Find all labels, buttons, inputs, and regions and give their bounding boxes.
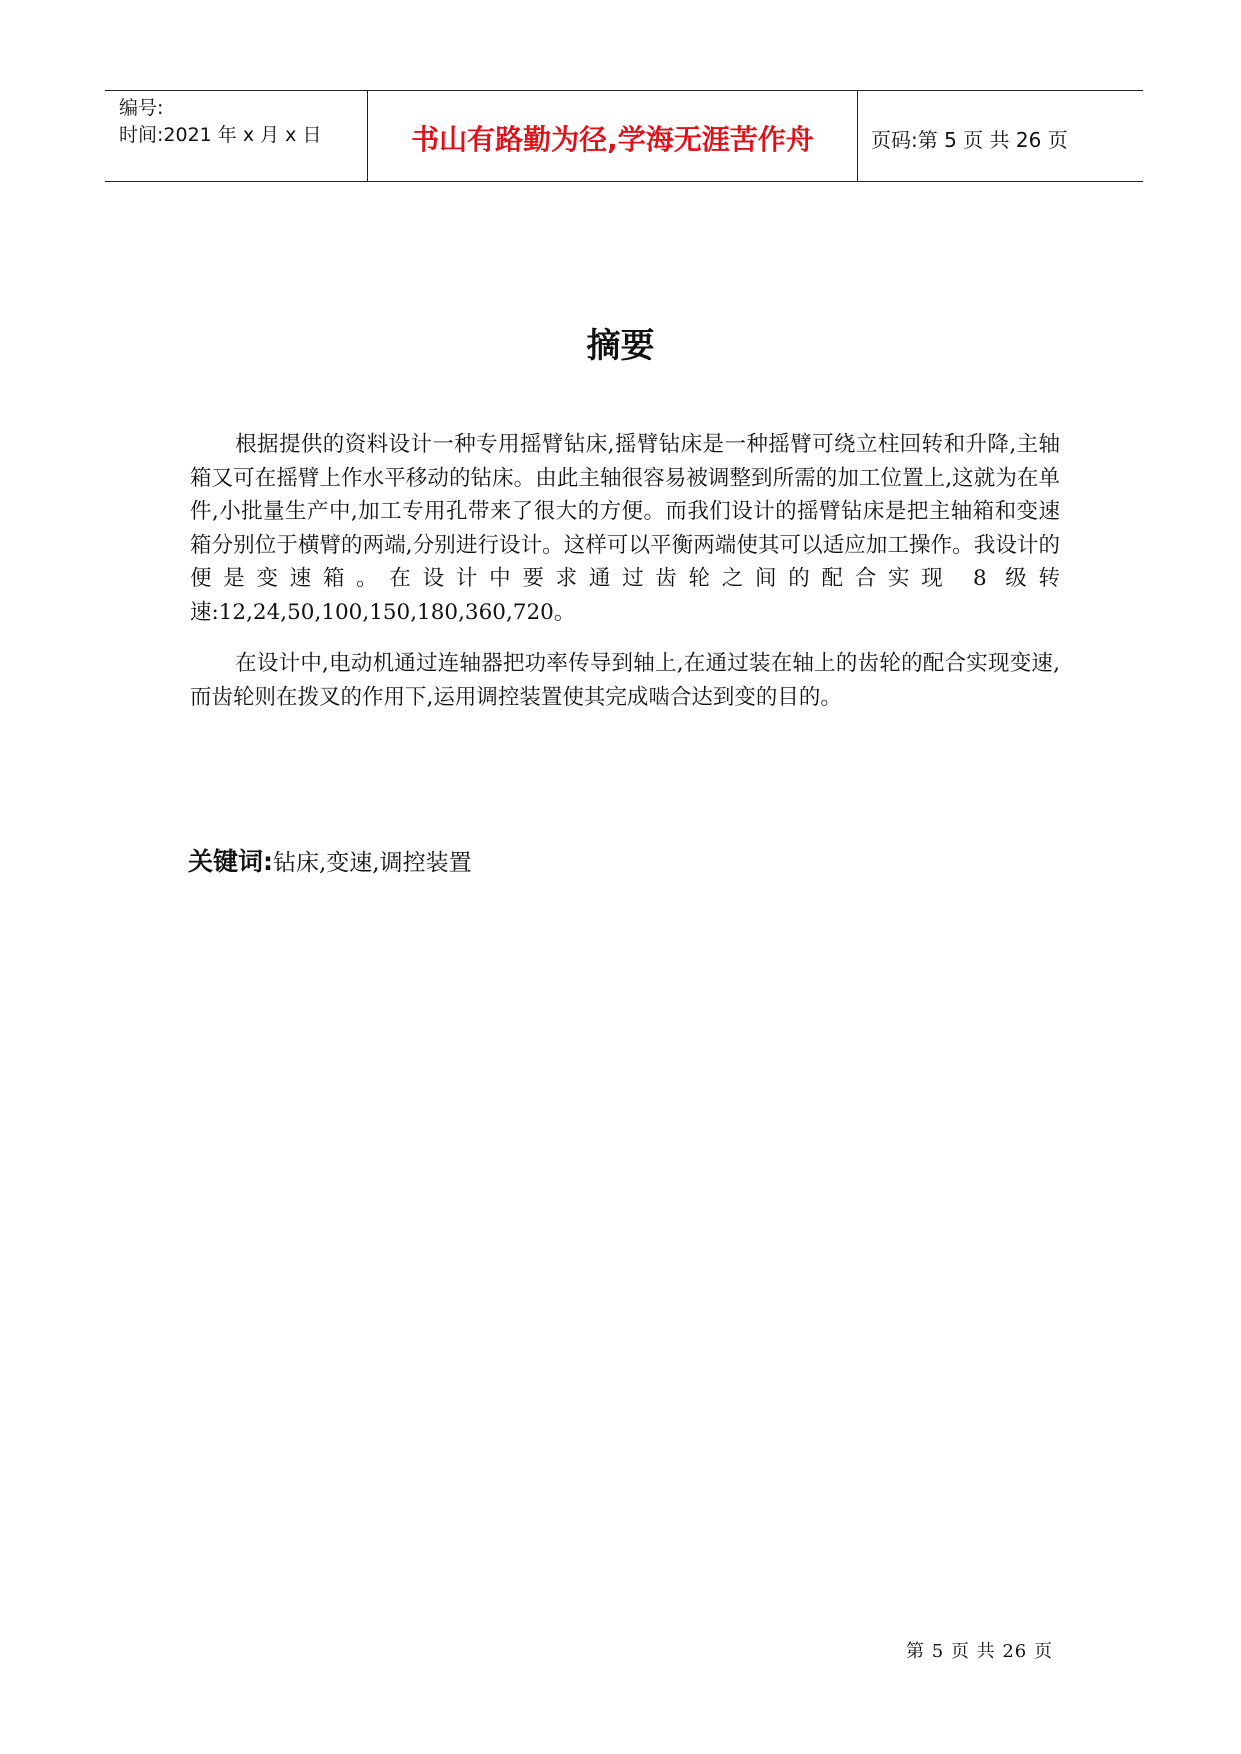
page-footer: 第 5 页 共 26 页	[906, 1641, 1053, 1662]
keywords-value: 钻床,变速,调控装置	[273, 850, 472, 876]
document-time: 时间:2021 年 x 月 x 日	[119, 124, 322, 146]
page-header	[105, 90, 1143, 182]
abstract-paragraph-2: 在设计中,电动机通过连轴器把功率传导到轴上,在通过装在轴上的齿轮的配合实现变速,而齿轮则在拨叉的作用下,运用调控装置使其完成啮合达到变的目的。	[190, 651, 1060, 710]
abstract-paragraph-1: 根据提供的资料设计一种专用摇臂钻床,摇臂钻床是一种摇臂可绕立柱回转和升降,主轴箱又可在摇臂上作水平移动的钻床。由此主轴很容易被调整到所需的加工位置上,这就为在单件,小批量生产中,加工专用孔带来了很大的方便。而我们设计的摇臂钻床是把主轴箱和变速箱分别位于横臂的两端,分别进行设计。这样可以平衡两端使其可以适应加工操作。我设计的便是变速箱。在设计中要求通过齿轮之间的配合实现 8 级转速:12,24,50,100,150,180,360,720。	[190, 432, 1060, 625]
abstract-body	[190, 428, 1060, 732]
header-page-number: 页码:第 5 页 共 26 页	[871, 127, 1068, 152]
document-number: 编号:	[119, 97, 164, 119]
page-title: 摘要	[586, 326, 655, 366]
keywords-label: 关键词:	[188, 847, 273, 876]
header-meta	[105, 91, 368, 181]
keywords	[188, 842, 472, 878]
header-motto: 书山有路勤为径,学海无涯苦作舟	[368, 91, 858, 181]
